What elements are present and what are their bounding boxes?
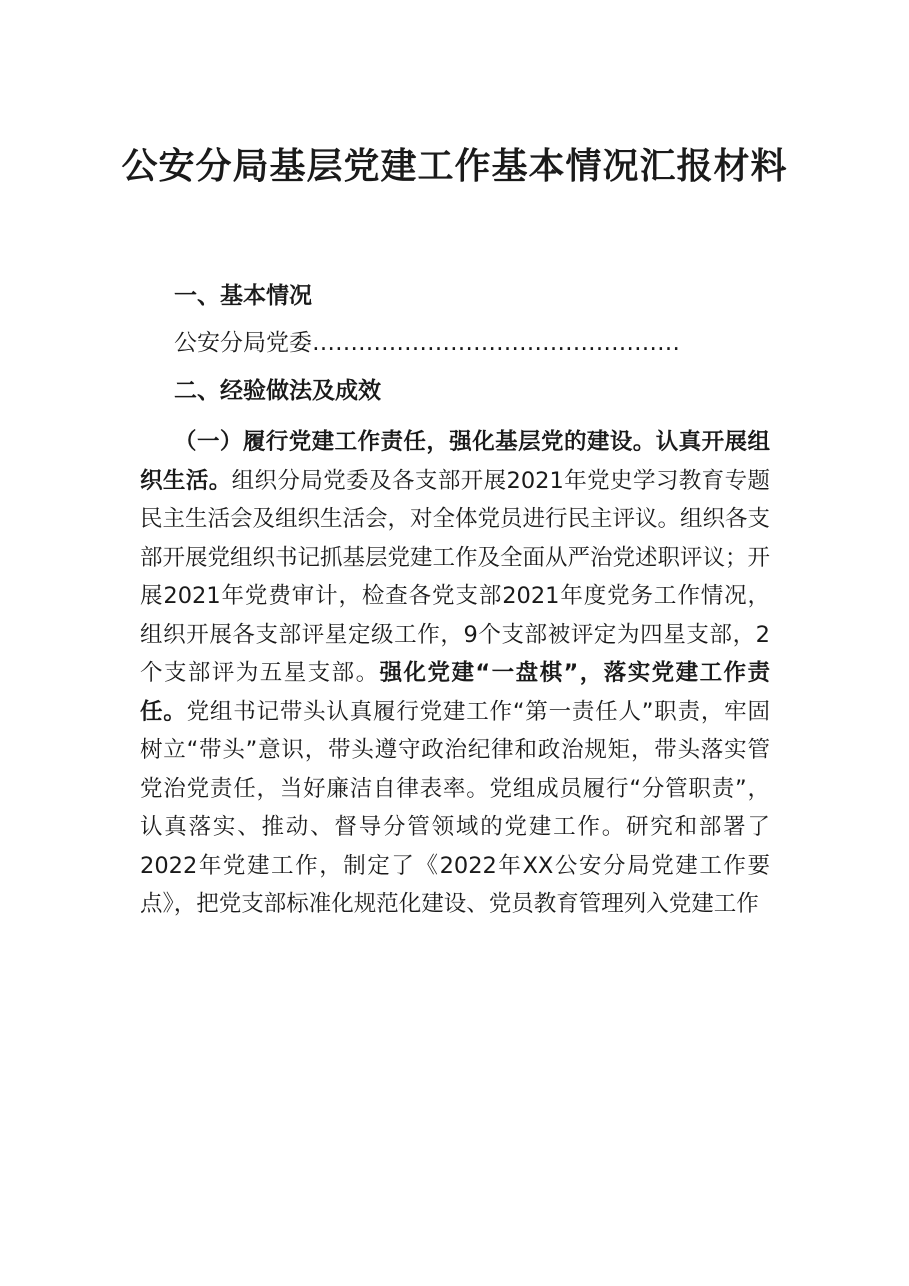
section-text-party-committee: 公安分局党委…………………………………………	[174, 330, 680, 356]
document-title: 公安分局基层党建工作基本情况汇报材料	[121, 145, 788, 187]
paragraph-text-part2: 党组书记带头认真履行党建工作“第一责任人”职责，牢固树立“带头”意识，带头遵守政治纪律和政治规矩，带头落实管党治党责任，当好廉洁自律表率。党组成员履行“分管职责”，认真落实、推动、督导分管领域的党建工作。研究和部署了2022年党建工作，制定了《2022年XX公安分局党建工作要点》，把党支部标准化规范化建设、党员教育管理列入党建工作	[140, 698, 770, 917]
section-heading-experience: 二、经验做法及成效	[174, 378, 381, 404]
bold-mid-text: 强化党建“一盘棋”，落实党建工作责任。	[140, 660, 770, 725]
bold-lead-text: （一）履行党建工作责任，强化基层党的建设。认真开展组织生活。	[140, 429, 770, 494]
paragraph-text-part1: 组织分局党委及各支部开展2021年党史学习教育专题民主生活会及组织生活会，对全体党员进行民主评议。组织各支部开展党组织书记抓基层党建工作及全面从严治党述职评议；开展2021年党费审计，检查各党支部2021年度党务工作情况，组织开展各支部评星定级工作，9个支部被评定为四星支部，2个支部评为五星支部。	[140, 467, 771, 686]
body-paragraph	[140, 423, 770, 924]
section-heading-basic-situation: 一、基本情况	[174, 283, 312, 309]
